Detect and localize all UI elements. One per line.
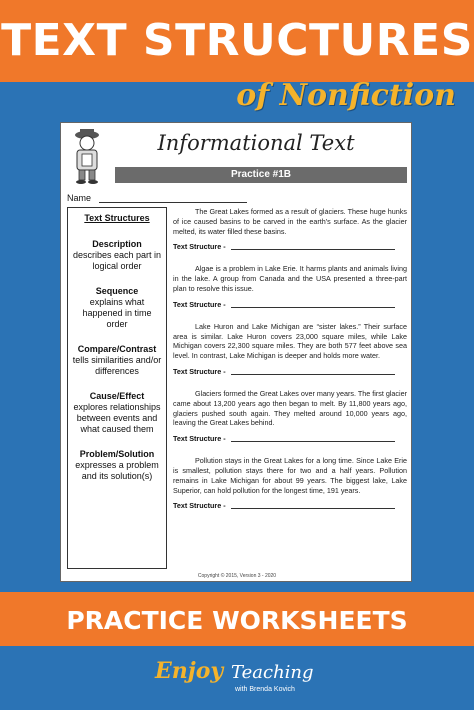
answer-label: Text Structure -	[173, 501, 226, 511]
brand-logo	[155, 656, 315, 702]
structure-desc: describes each part in logical order	[72, 250, 162, 271]
text-structures-key	[67, 207, 167, 569]
worksheet-title: Informational Text	[157, 131, 355, 155]
logo-enjoy: Enjoy	[155, 658, 224, 684]
name-label: Name	[67, 193, 92, 203]
answer-rule	[231, 249, 395, 250]
answer-rule	[231, 374, 395, 375]
structure-desc: expresses a problem and its solution(s)	[75, 460, 159, 481]
footer-title: PRACTICE WORKSHEETS	[66, 606, 408, 635]
answer-line	[173, 242, 407, 252]
structure-name: Problem/Solution	[79, 449, 155, 459]
structure-name: Sequence	[95, 286, 139, 296]
passage: Lake Huron and Lake Michigan are “sister lakes.” Their surface area is similar. Lake Huron covers 23,000 square miles, while Lake Michigan covers 22,300 square miles. They are both 577 feet above sea level. In contrast, Lake Michigan is deeper and holds more water.	[173, 321, 407, 361]
answer-line	[173, 501, 407, 511]
structure-name: Cause/Effect	[89, 391, 145, 401]
structure-name: Compare/Contrast	[77, 344, 157, 354]
passage: Glaciers formed the Great Lakes over many years. The first glacier came about 13,200 years ago then began to melt. By 11,800 years ago, glaciers pushed south again. They melted around 10,000 years ago, leaving the Great Lakes behind.	[173, 388, 407, 428]
answer-line	[173, 434, 407, 444]
page-title: TEXT STRUCTURES	[1, 15, 473, 66]
passage: Pollution stays in the Great Lakes for a long time. Since Lake Erie is smallest, pollution stays there for two and a half years. Pollution remains in Lake Michigan for about 99 years. The biggest lake, Lake Superior, can hold pollution for the longest time, 191 years.	[173, 456, 407, 495]
name-line	[99, 202, 247, 203]
answer-label: Text Structure -	[173, 434, 226, 444]
answer-rule	[231, 307, 395, 308]
structure-desc: explores relationships between events and what caused them	[73, 402, 161, 434]
worksheet-preview	[60, 122, 412, 582]
structure-item	[71, 344, 163, 377]
passage: Algae is a problem in Lake Erie. It harms plants and animals living in the lake. A group from Canada and the USA presented a three-part plan to resolve this issue.	[173, 264, 407, 293]
key-heading: Text Structures	[84, 213, 150, 223]
answer-rule	[231, 508, 395, 509]
practice-label: Practice #1B	[115, 167, 407, 183]
structure-item	[71, 239, 163, 272]
copyright-note: Copyright © 2015, Version 3 - 2020	[197, 573, 277, 579]
answer-line	[173, 367, 407, 377]
student-clipart-icon	[67, 127, 107, 185]
passage: The Great Lakes formed as a result of glaciers. These huge hunks of ice caused basins to be carved in the earth's surface. As the glacier melted, its water filled these basins.	[173, 207, 407, 236]
structure-desc: explains what happened in time order	[82, 297, 152, 329]
passages-column	[173, 207, 407, 523]
answer-line	[173, 300, 407, 310]
answer-label: Text Structure -	[173, 242, 226, 252]
logo-teaching: Teaching	[231, 662, 314, 683]
structure-item	[71, 391, 163, 435]
answer-label: Text Structure -	[173, 299, 226, 309]
structure-item	[71, 449, 163, 482]
answer-label: Text Structure -	[173, 366, 226, 376]
structure-desc: tells similarities and/or differences	[72, 355, 162, 376]
structure-name: Description	[92, 239, 142, 249]
logo-byline: with Brenda Kovich	[235, 686, 295, 693]
answer-rule	[231, 441, 395, 442]
page-subtitle: of Nonfiction	[236, 78, 456, 113]
structure-item	[71, 286, 163, 330]
